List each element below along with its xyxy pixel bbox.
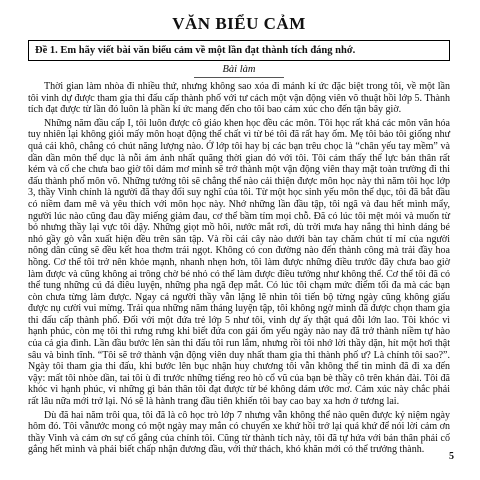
paragraph: Những năm đầu cấp I, tôi luôn được cô giáo khen học đều các môn. Tôi học rất khá các môn văn hóa tuy nhiên lại không giỏi mấy môn hoạt động thể chất vì từ bé tôi đã rất hay ốm. Mẹ tôi bảo tôi giống như quả cải khô, chẳng có chút năng lượng nào. Ở lớp tôi hay bị các bạn trêu chọc là “chân yếu tay mềm” và dần dần môn thể dục là nỗi ám ảnh nhất quãng thời gian đó với tôi. Tôi cảm thấy thể lực bản thân rất kém và cố che chưa bao giờ tôi dám mơ mình sẽ trở thành một vận động viên thay mặt toàn trường đi thi đấu thành phố môn võ. Những tưởng tôi sẽ chẳng thể nào cải thiện được môn học này thì năm tôi học lớp 3, thầy Vinh chính là người đã thay đổi suy nghĩ của tôi. Từ một học sinh yếu môn thể dục, tôi đã bắt đầu có niềm đam mê và yêu thích với môn học này. Nhớ những lần đầu tập, tôi ngã và đau hết mình mẩy, người lúc nào cũng đau đầy miếng giảm đau, cơ thể bầm tím mọi chỗ. Đã có lúc tôi mệt mỏi và muốn từ bỏ nhưng thầy lại vực tôi dậy. Những giọt mồ hôi, nước mắt rơi, dù trời mưa hay nắng thì hình dáng bé nhỏ gầy gò vẫn xuất hiện đều trên sân tập. Và rồi cái cây nào dưới bàn tay chăm chút tỉ mỉ của người nông dân cũng sẽ đều kết hoa thơm trái ngọt. Không có con đường nào đến thành công mà trải đầy hoa hồng. Cơ thể tôi trở nên khỏe mạnh, nhanh nhẹn hơn, tôi làm được những điều trước đây chưa bao giờ làm được và cũng không ai trông chờ bé nhỏ có thể làm được điều tưởng như không thể. Cơ thể tôi đã có thể tung những cú đá điêu luyện, những pha ngã đẹp mắt. Có lúc tôi chạm mức điểm tối đa mà các bạn còn chưa từng làm được. Ngay cả người thầy vẫn lặng lẽ nhìn tôi tiến bộ từng ngày cũng không giấu được nụ cười vui mừng. Trải qua những năm tháng luyện tập, tôi không ngờ mình đã được chọn tham gia thi đấu cấp thành phố. Đối với một đứa trẻ lớp 5 như tôi, vinh dự ấy thật quá đỗi lớn lao. Tôi khóc vì hạnh phúc, còn mẹ tôi thì rưng rưng khi biết đứa con gái ốm yếu ngày nào nay đã trở thành niềm tự hào của cả gia đình. Lần đầu bước lên sàn thi đấu tôi run lắm, nhưng rồi tôi nhớ lời thầy dặn, hít một hơi thật sâu và bình tĩnh. “Tôi sẽ trở thành vận động viên duy nhất tham gia thi thành phố ư? Là chính tôi sao?”. Ngày tôi tham gia thi đấu, khi bước lên bục nhận huy chương tôi vẫn không thể tin mình đã đi xa đến vậy: mất tôi nhòe dần, tai tôi ù đi trước những tiếng reo hò cổ vũ của bạn bè thầy cô trên khán đài. Tôi đã khóc vì hạnh phúc, vì những gì bản thân tôi đạt được từ bé không dám ước mơ. Cảm xúc này chắc phải rất lâu nữa mới trở lại. Nó sẽ là hành trang đầu tiên khiến tôi bay cao bay xa hơn ở tương lai. [28, 117, 450, 408]
paragraph: Dù đã hai năm trôi qua, tôi đã là cô học trò lớp 7 nhưng vẫn không thể nào quên được kỷ niệm ngày hôm đó. Tôi vẫnước mong có một ngày may mắn có chuyến xe khứ hồi trở lại quá khứ để nói lời cảm ơn thầy Vinh và cảm ơn sự cố gắng của chính tôi. Cũng từ thành tích này, tôi đã tự hứa với bản thân phải cố gắng hết mình và phải biết chấp nhận đương đầu, với thử thách, khó khăn mới có thể trưởng thành. [28, 409, 450, 456]
essay-subtitle: Bài làm [222, 64, 256, 75]
paragraph: Thời gian làm nhòa đi nhiều thứ, nhưng không sao xóa đi mảnh kí ức đặc biệt trong tôi, về một lần tôi vinh dự được tham gia thi đấu cấp thành phố với tư cách một vận động viên võ thuật hồi lớp 5. Thành tích đạt được từ lần đó luôn là phần kí ức mang đến cho tôi bao cảm xúc cho đến tận bây giờ. [28, 81, 450, 116]
subtitle-rule [194, 77, 284, 78]
essay-prompt: Đề 1. Em hãy viết bài văn biểu cảm về một lần đạt thành tích đáng nhớ. [28, 40, 450, 61]
page-number: 5 [449, 451, 454, 462]
page-title: VĂN BIỂU CẢM [172, 14, 306, 33]
